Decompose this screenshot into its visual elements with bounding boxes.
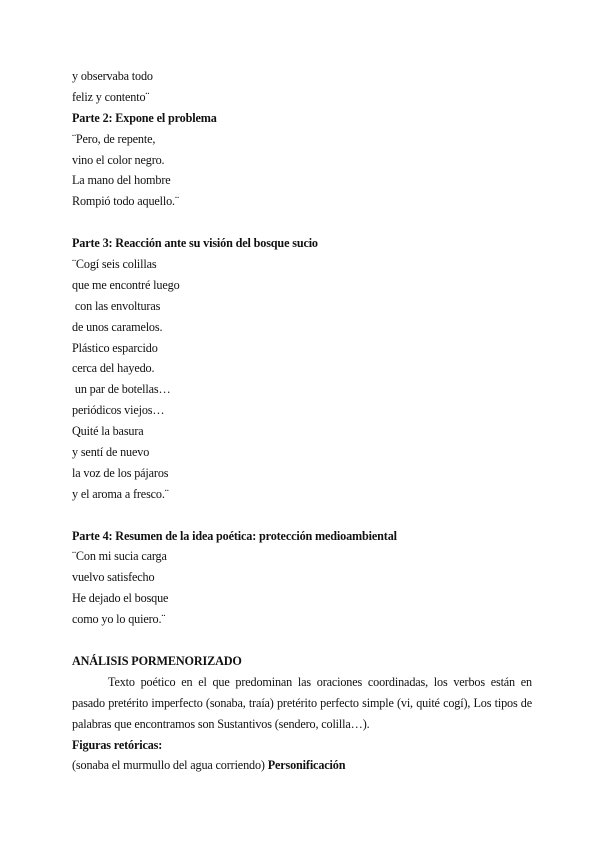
section-heading-part4: Parte 4: Resumen de la idea poética: protección medioambiental bbox=[72, 528, 397, 543]
figure-example: (sonaba el murmullo del agua corriendo) bbox=[72, 758, 268, 773]
poem-line: feliz y contento¨ bbox=[72, 89, 150, 104]
poem-line: periódicos viejos… bbox=[72, 403, 165, 418]
poem-line: La mano del hombre bbox=[72, 173, 171, 188]
spacer bbox=[72, 212, 532, 233]
poem-line: Plástico esparcido bbox=[72, 340, 158, 355]
poem-line: la voz de los pájaros bbox=[72, 465, 169, 480]
figure-name: Personificación bbox=[267, 758, 346, 773]
spacer bbox=[72, 630, 532, 651]
poem-line: vuelvo satisfecho bbox=[72, 570, 155, 585]
poem-line: un par de botellas… bbox=[72, 382, 171, 397]
poem-line: y el aroma a fresco.¨ bbox=[72, 486, 169, 501]
poem-line: Quité la basura bbox=[72, 424, 144, 439]
poem-line: de unos caramelos. bbox=[72, 319, 163, 334]
poem-line: que me encontré luego bbox=[72, 277, 180, 292]
section-heading-part2: Parte 2: Expone el problema bbox=[72, 110, 217, 125]
poem-line: vino el color negro. bbox=[72, 152, 165, 167]
figure-line bbox=[72, 755, 532, 776]
figures-heading: Figuras retóricas: bbox=[72, 737, 163, 752]
poem-line: cerca del hayedo. bbox=[72, 361, 155, 376]
poem-line: y observaba todo bbox=[72, 69, 153, 83]
section-heading-part3: Parte 3: Reacción ante su visión del bosque sucio bbox=[72, 236, 318, 251]
poem-line: ¨Con mi sucia carga bbox=[72, 549, 167, 564]
analysis-paragraph: Texto poético en el que predominan las oraciones coordinadas, los verbos están en pasado pretérito imperfecto (sonaba, traía) pretérito perfecto simple (vi, quité cogí), Los tipos de palabras que encontramos son Sustantivos (sendero, colilla…). bbox=[72, 674, 532, 731]
poem-line: ¨Cogí seis colillas bbox=[72, 257, 157, 272]
poem-line: Rompió todo aquello.¨ bbox=[72, 194, 179, 209]
poem-line: ¨Pero, de repente, bbox=[72, 131, 156, 146]
poem-line: y sentí de nuevo bbox=[72, 445, 150, 460]
analysis-heading: ANÁLISIS PORMENORIZADO bbox=[72, 653, 242, 668]
document-page bbox=[72, 66, 532, 776]
poem-line: como yo lo quiero.¨ bbox=[72, 612, 166, 627]
poem-line: con las envolturas bbox=[72, 298, 161, 313]
spacer bbox=[72, 505, 532, 526]
poem-line: He dejado el bosque bbox=[72, 591, 169, 606]
